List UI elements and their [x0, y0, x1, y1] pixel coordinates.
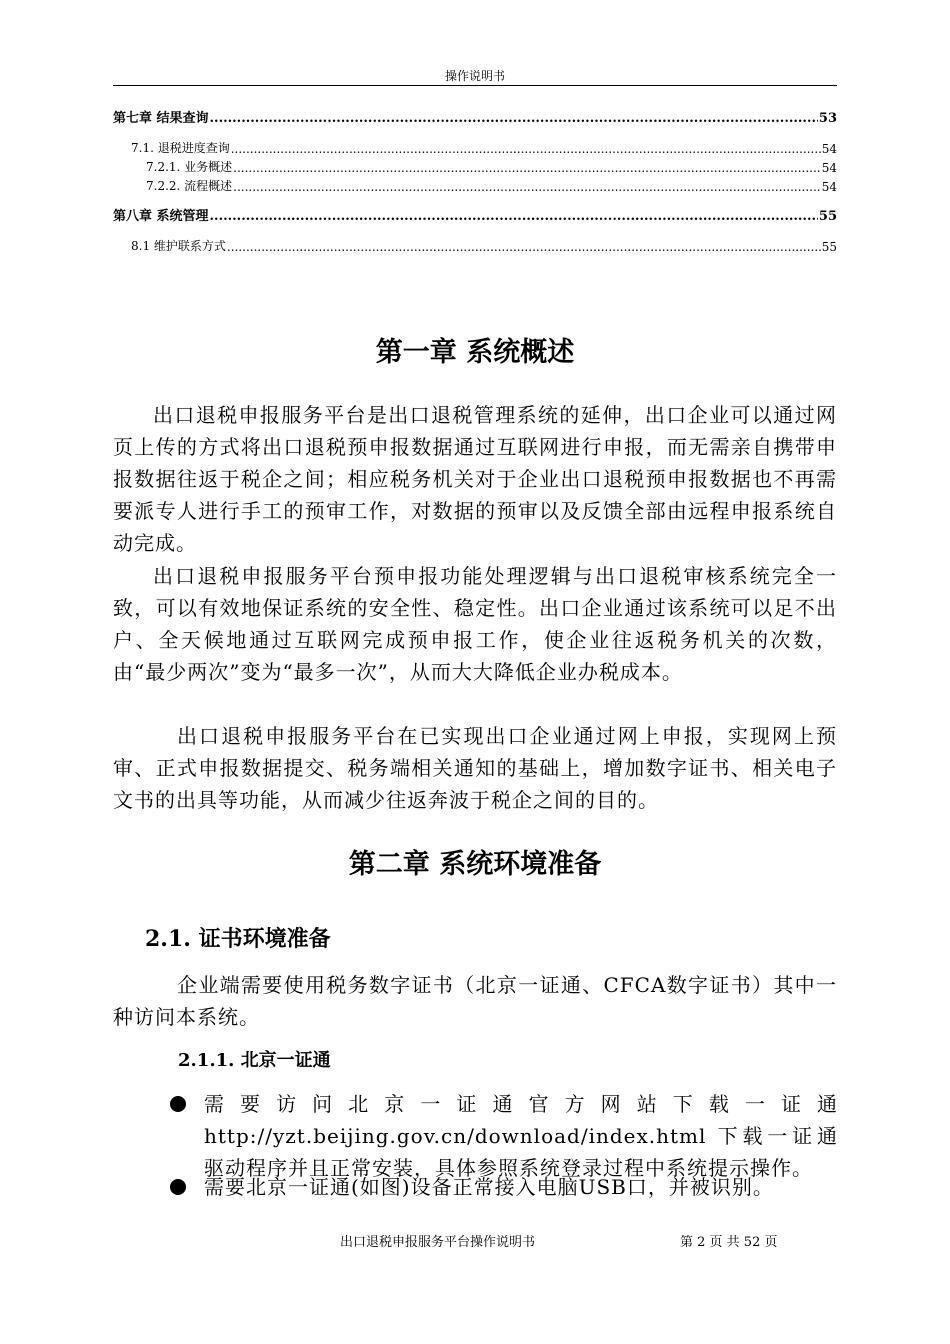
- header-divider: [113, 85, 837, 86]
- toc-label: 7.1. 退税进度查询: [131, 141, 230, 155]
- toc-page-number: 54: [821, 180, 837, 194]
- footer-page-info: 第 2 页 共 52 页: [680, 1235, 778, 1250]
- toc-leader: [233, 161, 821, 175]
- toc-label: 7.2.1. 业务概述: [146, 160, 233, 174]
- section-2-1-heading: 2.1. 证书环境准备: [145, 926, 331, 952]
- toc-leader: [233, 180, 821, 194]
- toc-label: 8.1 维护联系方式: [131, 239, 226, 253]
- toc-leader: [231, 142, 821, 156]
- bullet-icon: [170, 1096, 186, 1112]
- toc-page-number: 54: [821, 142, 837, 156]
- page-header-title: 操作说明书: [444, 69, 505, 83]
- bullet-text: 需要北京一证通(如图)设备正常接入电脑USB口，并被识别。: [204, 1175, 774, 1199]
- bullet-icon: [170, 1179, 186, 1195]
- chapter-1-paragraph-3: 出口退税申报服务平台在已实现出口企业通过网上申报，实现网上预审、正式申报数据提交、税务端相关通知的基础上，增加数字证书、相关电子文书的出具等功能，从而减少往返奔波于税企之间的目的。: [113, 724, 837, 812]
- section-2-1-text: 企业端需要使用税务数字证书（北京一证通、CFCA数字证书）其中一种访问本系统。: [113, 973, 837, 1029]
- toc-entry-chapter-8[interactable]: [113, 206, 837, 224]
- toc-page-number: 54: [821, 161, 837, 175]
- toc-entry-chapter-7[interactable]: [113, 108, 837, 126]
- toc-page-number: 53: [818, 111, 837, 126]
- toc-leader: [210, 111, 818, 126]
- toc-entry-8-1[interactable]: [113, 236, 837, 254]
- toc-label: 第七章 结果查询: [113, 111, 209, 126]
- footer-doc-title: 出口退税申报服务平台操作说明书: [340, 1235, 536, 1250]
- bullet-text: 需要访问北京一证通官方网站下载一证通 http://yzt.beijing.gov.cn/download/index.html 下载一证通驱动程序并且正常安装，具体参照系统登录过程中系统提示操作。: [204, 1092, 838, 1180]
- toc-label: 7.2.2. 流程概述: [146, 179, 233, 193]
- bullet-item-1: [170, 1088, 838, 1184]
- toc-label: 第八章 系统管理: [113, 209, 209, 224]
- toc-entry-7-2-2[interactable]: [113, 176, 837, 194]
- toc-page-number: 55: [818, 209, 837, 224]
- subsection-2-1-1-heading: 2.1.1. 北京一证通: [178, 1050, 331, 1071]
- chapter-1-paragraph-1: 出口退税申报服务平台是出口退税管理系统的延伸，出口企业可以通过网页上传的方式将出口退税预申报数据通过互联网进行申报，而无需亲自携带申报数据往返于税企之间；相应税务机关对于企业出口退税预申报数据也不再需要派专人进行手工的预审工作，对数据的预审以及反馈全部由远程申报系统自动完成。: [113, 403, 837, 555]
- chapter-2-title: 第二章 系统环境准备: [348, 849, 602, 880]
- chapter-1-title: 第一章 系统概述: [375, 337, 575, 368]
- toc-page-number: 55: [821, 240, 837, 254]
- bullet-item-2: [170, 1171, 838, 1203]
- toc-entry-7-1[interactable]: [113, 138, 837, 156]
- toc-leader: [210, 209, 818, 224]
- toc-leader: [227, 240, 821, 254]
- toc-entry-7-2-1[interactable]: [113, 157, 837, 175]
- chapter-1-paragraph-2: 出口退税申报服务平台预申报功能处理逻辑与出口退税审核系统完全一致，可以有效地保证系统的安全性、稳定性。出口企业通过该系统可以足不出户、全天候地通过互联网完成预申报工作，使企业往返税务机关的次数，由“最少两次”变为“最多一次”，从而大大降低企业办税成本。: [113, 564, 837, 684]
